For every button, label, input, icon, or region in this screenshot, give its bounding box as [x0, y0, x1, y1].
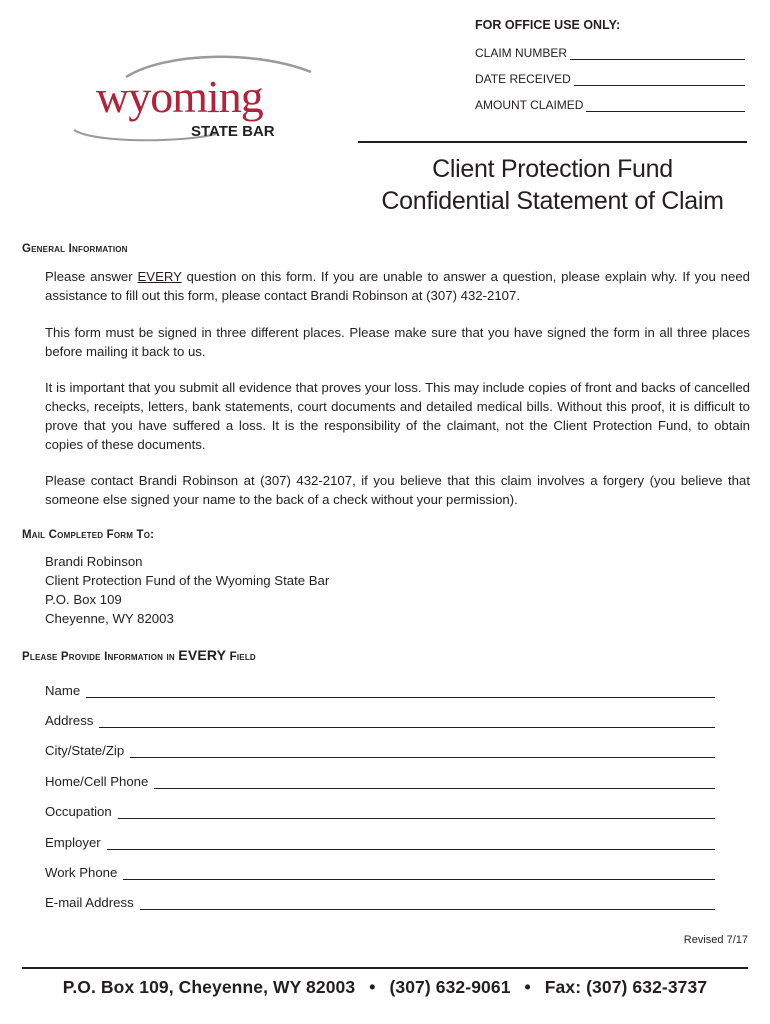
general-paragraph-3: It is important that you submit all evidence that proves your loss. This may include copies of front and backs of cancelled checks, receipts, letters, bank statements, court documents and detailed medical bills. Without this proof, it is difficult to prove that you have suffered a loss. It is the responsibility of the claimant, not the Client Protection Fund, to obtain copies of these documents.: [45, 380, 750, 452]
footer-address: P.O. Box 109, Cheyenne, WY 82003: [62, 977, 356, 997]
p1-before: Please answer: [45, 269, 138, 284]
work-phone-input-line[interactable]: [123, 865, 715, 880]
amount-claimed-label: AMOUNT CLAIMED: [475, 98, 584, 112]
p1-after: question on this form. If you are unable to answer a question, please explain why. If you need assistance to fill out this form, please contact Brandi Robinson at (307) 432-2107.: [45, 269, 750, 303]
home-cell-phone-input-line[interactable]: [154, 774, 715, 789]
title-line-1: Client Protection Fund: [432, 155, 673, 183]
logo-wordmark: wyoming: [96, 71, 263, 122]
mail-line-name: Brandi Robinson: [45, 554, 143, 569]
header-divider: [358, 141, 747, 143]
name-input-line[interactable]: [86, 683, 715, 698]
mail-line-org: Client Protection Fund of the Wyoming State Bar: [45, 573, 330, 588]
mail-address-block: [45, 552, 329, 628]
logo-graphic: [66, 52, 326, 147]
home-cell-phone-field[interactable]: [45, 774, 715, 789]
mail-line-box: P.O. Box 109: [45, 592, 122, 607]
name-label: Name: [45, 683, 81, 698]
title-line-2: Confidential Statement of Claim: [381, 187, 724, 215]
amount-claimed-line[interactable]: [586, 99, 745, 112]
date-received-field[interactable]: [475, 72, 745, 86]
work-phone-field[interactable]: [45, 865, 715, 880]
footer-fax: Fax: (307) 632-3737: [544, 977, 708, 997]
date-received-label: DATE RECEIVED: [475, 72, 571, 86]
claim-number-label: CLAIM NUMBER: [475, 46, 568, 60]
email-address-input-line[interactable]: [140, 895, 715, 910]
provide-heading-emph: EVERY: [178, 647, 227, 663]
mail-heading: Mail Completed Form To:: [22, 529, 155, 541]
mail-line-city: Cheyenne, WY 82003: [45, 611, 174, 626]
work-phone-label: Work Phone: [45, 865, 118, 880]
amount-claimed-field[interactable]: [475, 98, 745, 112]
footer-contact: [22, 977, 748, 998]
address-field[interactable]: [45, 713, 715, 728]
occupation-field[interactable]: [45, 804, 715, 819]
employer-field[interactable]: [45, 835, 715, 850]
general-information-heading: General Information: [22, 243, 128, 255]
wyoming-state-bar-logo: [66, 52, 326, 147]
occupation-input-line[interactable]: [118, 804, 715, 819]
footer-bullet-2: •: [524, 977, 531, 997]
document-title: [358, 153, 747, 217]
logo-subtitle: STATE BAR: [191, 123, 275, 140]
claim-number-line[interactable]: [570, 47, 745, 60]
city-state-zip-field[interactable]: [45, 743, 715, 758]
general-paragraph-1: [45, 267, 750, 305]
revision-note: Revised 7/17: [683, 934, 748, 946]
general-paragraph-2: This form must be signed in three different places. Please make sure that you have signed the form in all three places before mailing it back to us.: [45, 325, 750, 359]
general-paragraph-4: Please contact Brandi Robinson at (307) 432-2107, if you believe that this claim involves a forgery (you believe that someone else signed your name to the back of a check without your permission).: [45, 473, 750, 507]
address-input-line[interactable]: [99, 713, 715, 728]
city-state-zip-input-line[interactable]: [130, 743, 715, 758]
footer-phone: (307) 632-9061: [389, 977, 511, 997]
name-field[interactable]: [45, 683, 715, 698]
address-label: Address: [45, 713, 94, 728]
footer-divider: [22, 967, 748, 969]
city-state-zip-label: City/State/Zip: [45, 743, 125, 758]
p1-emphasis: EVERY: [137, 269, 182, 284]
provide-heading-before: Please Provide Information in: [22, 651, 179, 663]
email-address-label: E-mail Address: [45, 895, 134, 910]
footer-bullet-1: •: [369, 977, 376, 997]
office-use-title: FOR OFFICE USE ONLY:: [475, 18, 621, 32]
provide-heading-after: Field: [226, 651, 256, 663]
employer-input-line[interactable]: [107, 835, 715, 850]
home-cell-phone-label: Home/Cell Phone: [45, 774, 149, 789]
employer-label: Employer: [45, 835, 101, 850]
date-received-line[interactable]: [574, 73, 745, 86]
occupation-label: Occupation: [45, 804, 112, 819]
email-address-field[interactable]: [45, 895, 715, 910]
provide-info-heading: [22, 647, 256, 663]
claim-number-field[interactable]: [475, 46, 745, 60]
